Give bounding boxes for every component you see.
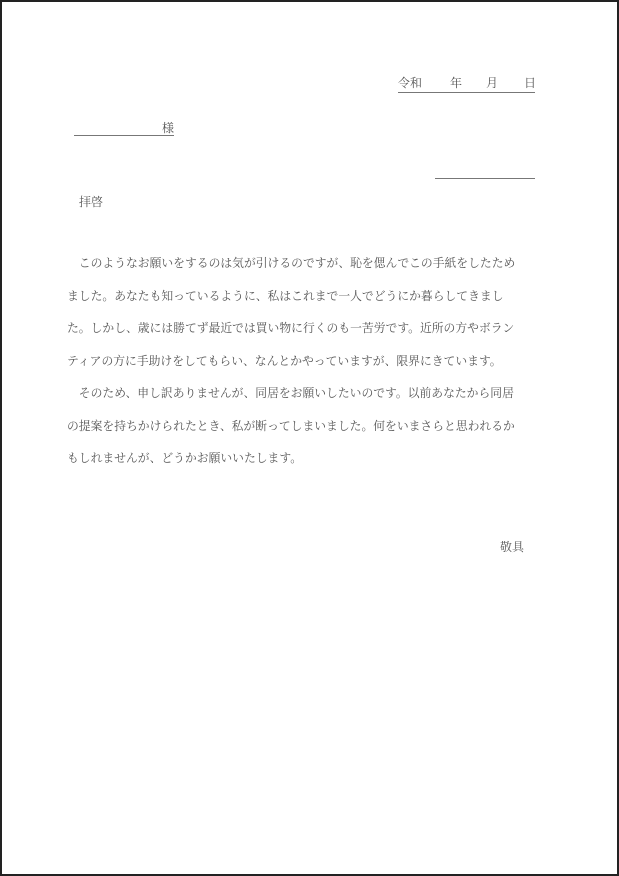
date-month: 月 (486, 76, 499, 90)
letter-body (67, 255, 543, 483)
body-line: このようなお願いをするのは気が引けるのですが、恥を偲んでこの手紙をしたため (67, 256, 516, 270)
body-line: ティアの方に手助けをしてもらい、なんとかやっていますが、限界にきています。 (67, 353, 502, 368)
date-year: 年 (450, 76, 463, 90)
date-day: 日 (524, 76, 537, 90)
body-line: ました。あなたも知っているように、私はこれまで一人でどうにか暮らしてきまし (67, 288, 504, 303)
body-line: の提案を持ちかけられたとき、私が断ってしまいました。何をいまさらと思われるか (67, 418, 515, 433)
opening-greeting: 拝啓 (79, 195, 104, 209)
closing-word: 敬具 (500, 540, 525, 554)
date-line (398, 76, 535, 93)
recipient-honorific: 様 (161, 121, 174, 135)
body-line: た。しかし、歳には勝てず最近では買い物に行くのも一苦労です。近所の方やボラン (67, 321, 515, 335)
sender-name-line (435, 178, 535, 179)
date-era: 令和 (398, 76, 423, 90)
recipient-line (74, 121, 174, 136)
body-line: そのため、申し訳ありませんが、同居をお願いしたいのです。以前あなたから同居 (67, 386, 514, 400)
body-line: もしれませんが、どうかお願いいたします。 (67, 451, 302, 465)
